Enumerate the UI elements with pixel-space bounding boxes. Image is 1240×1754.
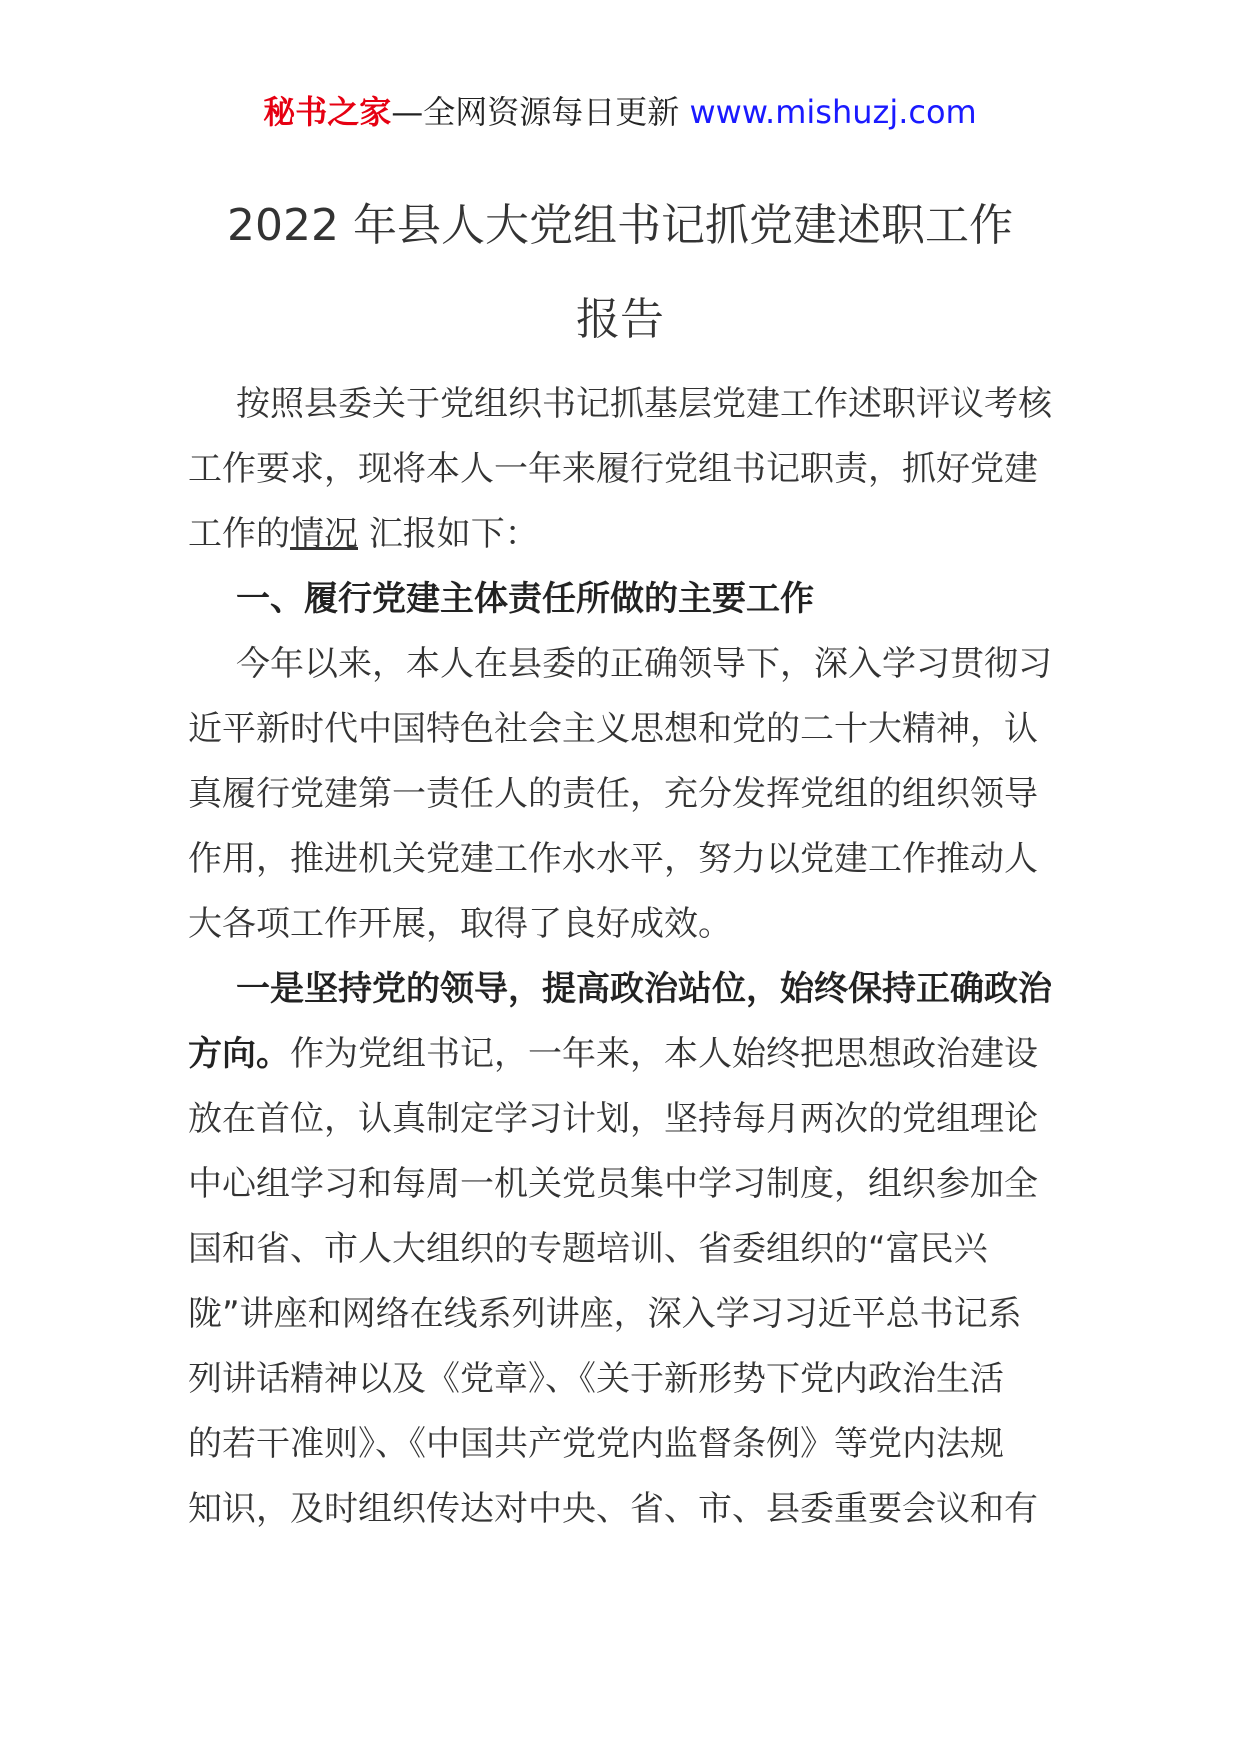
document-title-line-1: 2022 年县人大党组书记抓党建述职工作 <box>227 200 1013 251</box>
body-line: 国和省、市人大组织的专题培训、省委组织的“富民兴 <box>188 1229 988 1269</box>
body-text: 工作的 <box>188 514 290 554</box>
document-body <box>188 372 1052 1542</box>
body-line: 列讲话精神以及《党章》、《关于新形势下党内政治生活 <box>188 1359 1004 1399</box>
body-text: 作为党组书记，一年来，本人始终把思想政治建设 <box>290 1034 1038 1074</box>
body-line <box>188 502 1048 567</box>
body-line: 工作要求，现将本人一年来履行党组书记职责，抓好党建 <box>188 449 1038 489</box>
underlined-term: 情况 <box>290 514 358 554</box>
body-line: 近平新时代中国特色社会主义思想和党的二十大精神，认 <box>188 709 1038 749</box>
body-line <box>188 1022 1048 1087</box>
body-line: 知识，及时组织传达对中央、省、市、县委重要会议和有 <box>188 1489 1038 1529</box>
body-line: 按照县委关于党组织书记抓基层党建工作述职评议考核 <box>236 384 1052 424</box>
subsection-heading-tail: 方向。 <box>188 1034 290 1074</box>
body-line: 陇”讲座和网络在线系列讲座，深入学习习近平总书记系 <box>188 1294 1022 1334</box>
subsection-heading: 一是坚持党的领导，提高政治站位，始终保持正确政治 <box>236 969 1052 1009</box>
section-heading: 一、履行党建主体责任所做的主要工作 <box>236 579 814 619</box>
body-line: 的若干准则》、《中国共产党党内监督条例》等党内法规 <box>188 1424 1004 1464</box>
body-line: 真履行党建第一责任人的责任，充分发挥党组的组织领导 <box>188 774 1038 814</box>
body-line: 放在首位，认真制定学习计划，坚持每月两次的党组理论 <box>188 1099 1038 1139</box>
brand-name: 秘书之家 <box>263 93 392 131</box>
body-line: 中心组学习和每周一机关党员集中学习制度，组织参加全 <box>188 1164 1038 1204</box>
body-line: 今年以来，本人在县委的正确领导下，深入学习贯彻习 <box>236 644 1052 684</box>
body-line: 作用，推进机关党建工作水水平，努力以党建工作推动人 <box>188 839 1038 879</box>
site-header <box>0 92 1240 132</box>
header-tagline: —全网资源每日更新 <box>391 93 680 131</box>
document-title-line-2: 报告 <box>576 294 664 345</box>
body-line: 大各项工作开展，取得了良好成效。 <box>188 904 732 944</box>
site-url-link[interactable]: www.mishuzj.com <box>689 93 977 131</box>
body-text: 汇报如下： <box>368 514 539 554</box>
